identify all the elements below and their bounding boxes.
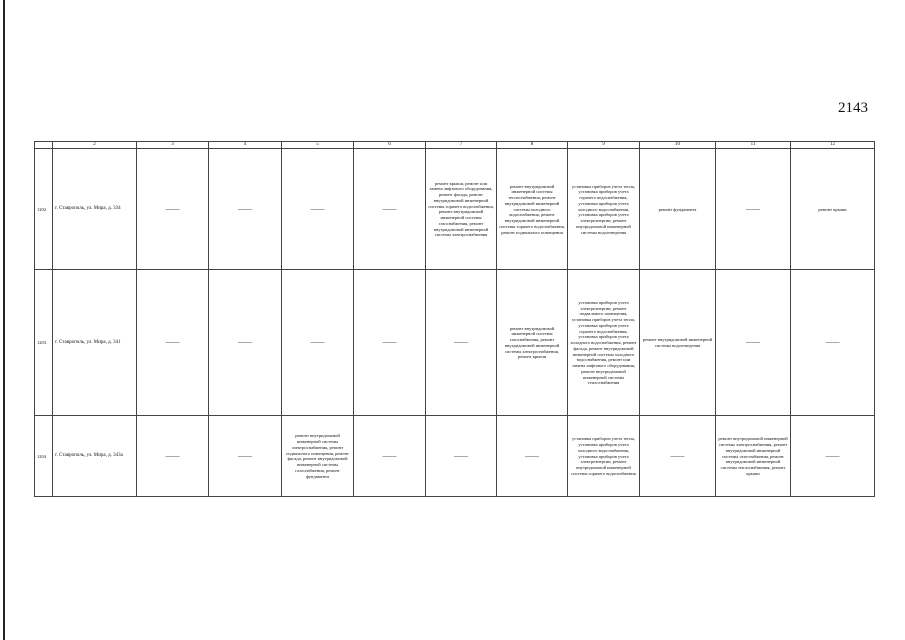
table-cell: —— [791,416,875,497]
column-header: 12 [791,142,875,149]
column-header [35,142,53,149]
table-cell: —— [716,149,791,270]
row-number: 1204 [35,416,53,497]
table-cell: —— [354,270,426,416]
column-header: 9 [568,142,640,149]
table-cell: ремонт внутридомовой инженерной системы электроснабжения, ремонт внутридомовой инженерной системы газоснабжения, ремонт внутридомовой инженерной системы теплоснабжения, ремонт крыши [716,416,791,497]
row-number: 1203. [35,270,53,416]
table-cell: установка приборов учета электроэнергии, ремонт подвального помещения, установка приборов учета тепла, установка приборов учета горячего водоснабжения, установка приборов учета холодного водоснабжения, ремонт фасада, ремонт внутридомовой инженерной системы холодного водоснабжения, ремонт или замена лифтового оборудования, ремонт внутридомовой инженерной системы теплоснабжения [568,270,640,416]
row-number: 1202 [35,149,53,270]
table-row [35,416,875,497]
table-cell: ремонт внутридомовой инженерной системы электроснабжения, ремонт подвального помещения, ремонт фасада, ремонт внутридомовой инженерной системы газоснабжения, ремонт фундамента [282,416,354,497]
table-cell: ремонт крыши [791,149,875,270]
table-row [35,149,875,270]
column-header: 7 [426,142,497,149]
table-cell: установка приборов учета тепла, установка приборов учета холодного водоснабжения, установка приборов учета электроэнергии, ремонт внутридомовой инженерной системы горячего водоснабжения [568,416,640,497]
table-cell: ремонт внутридомовой инженерной системы водоотведения [640,270,716,416]
table-cell: —— [497,416,568,497]
row-address: г. Ставрополь, ул. Мира, д. 334 [53,149,137,270]
page-number: 2143 [838,100,868,116]
column-header: 4 [209,142,282,149]
table-cell: —— [282,149,354,270]
table-cell: —— [209,149,282,270]
table-cell: —— [426,416,497,497]
table-cell: —— [716,270,791,416]
table-cell: ремонт внутридомовой инженерной системы теплоснабжения, ремонт внутридомовой инженерной системы холодного водоснабжения, ремонт внутридомовой инженерной системы горячего водоснабжения, ремонт подвального помещения [497,149,568,270]
column-header: 3 [137,142,209,149]
header-row [35,142,875,149]
column-header: 6 [354,142,426,149]
table-cell: установка приборов учета тепла, установка приборов учета горячего водоснабжения, установка приборов учета холодного водоснабжения, установка приборов учета электроэнергии, ремонт внутридомовой инженерной системы водоотведения [568,149,640,270]
table-cell: ремонт крыши, ремонт или замена лифтового оборудования, ремонт фасада, ремонт внутридомовой инженерной системы горячего водоснабжения, ремонт внутридомовой инженерной системы газоснабжения, ремонт внутридомовой инженерной системы электроснабжения [426,149,497,270]
table-cell: —— [426,270,497,416]
table-cell: —— [137,270,209,416]
table-cell: —— [354,149,426,270]
table-cell: —— [137,416,209,497]
table-cell: ремонт внутридомовой инженерной системы газоснабжения, ремонт внутридомовой инженерной системы электроснабжения, ремонт крыши [497,270,568,416]
table-cell: —— [354,416,426,497]
column-header: 11 [716,142,791,149]
table-row [35,270,875,416]
table-cell: —— [209,270,282,416]
column-header: 8 [497,142,568,149]
column-header: 2 [53,142,137,149]
table-cell: —— [640,416,716,497]
table-cell: —— [282,270,354,416]
table-cell: —— [137,149,209,270]
repair-schedule-table [34,141,875,497]
table-cell: —— [791,270,875,416]
column-header: 10 [640,142,716,149]
table-cell: ремонт фундамента [640,149,716,270]
page-left-border [3,0,5,640]
row-address: г. Ставрополь, ул. Мира, д. 343а [53,416,137,497]
table-cell: —— [209,416,282,497]
column-header: 5 [282,142,354,149]
row-address: г. Ставрополь, ул. Мира, д. 341 [53,270,137,416]
